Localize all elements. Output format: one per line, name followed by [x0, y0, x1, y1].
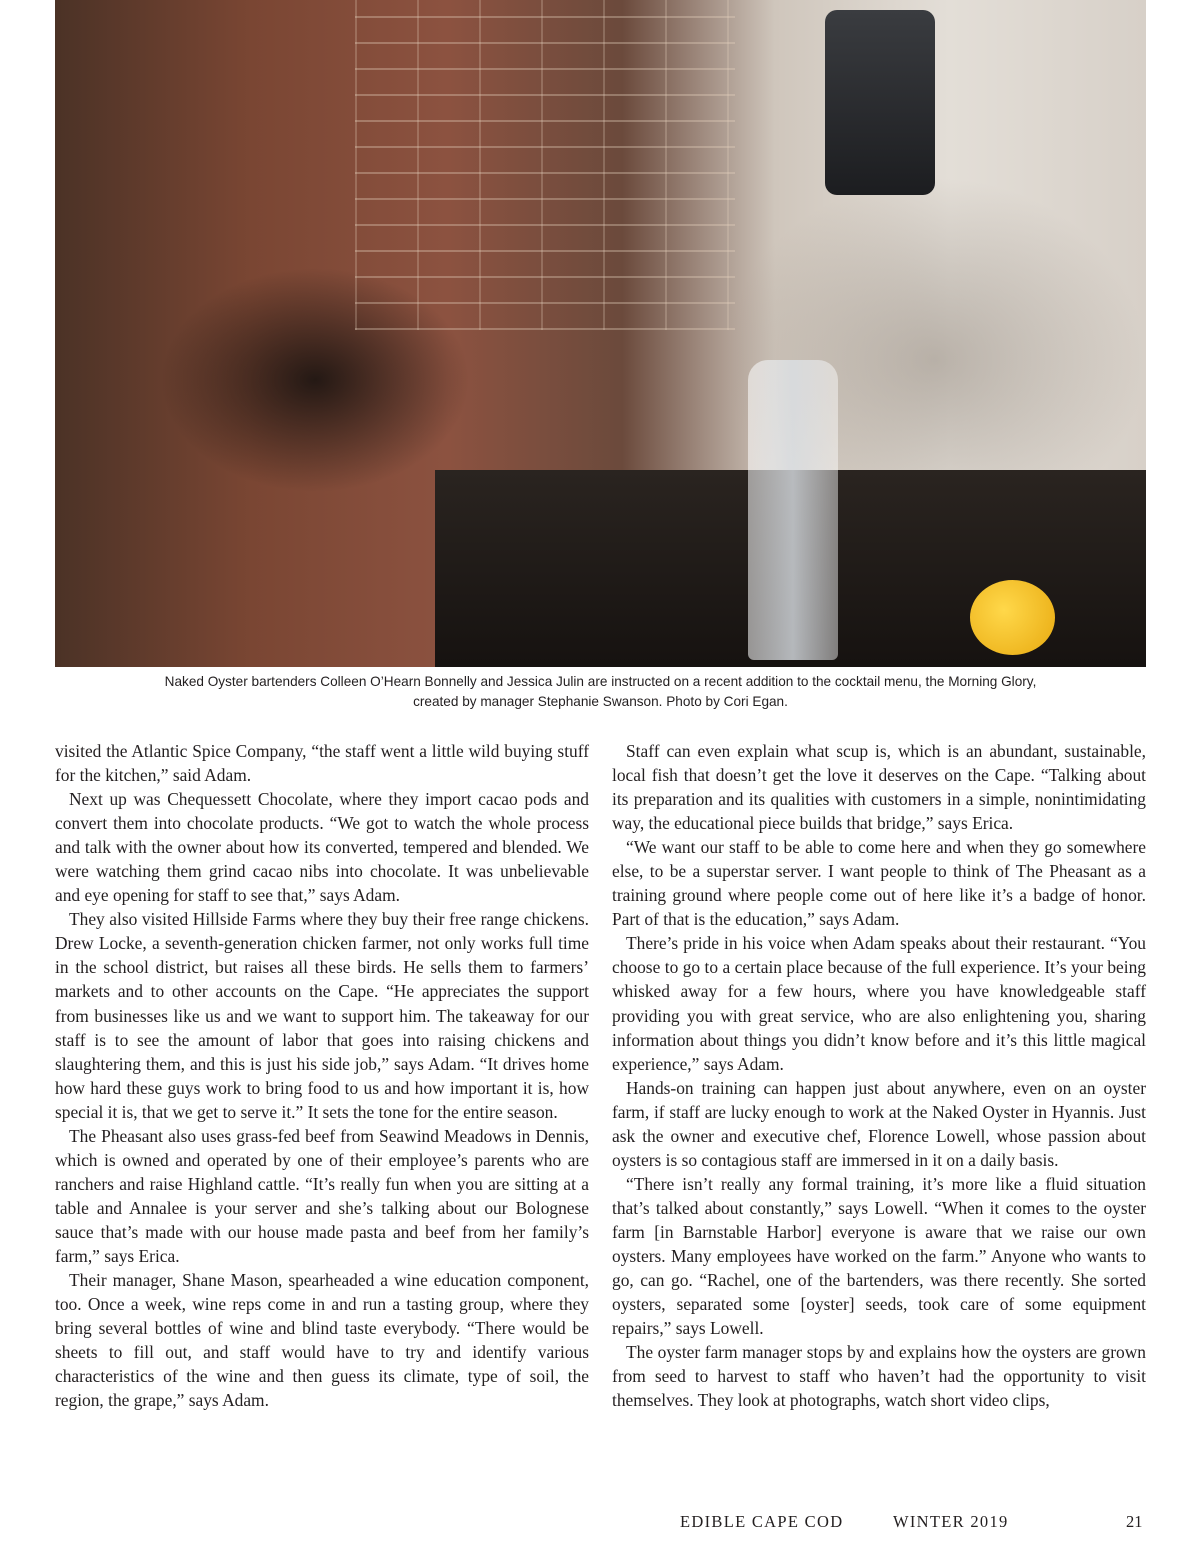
paragraph: Hands-on training can happen just about anywhere, even on an oyster farm, if staff are lucky enough to work at the Naked Oyster in Hyannis. Just ask the owner and executive chef, Florence Lowell, whose passion about oysters is so contagious staff are immersed in it on a daily basis. — [612, 1077, 1146, 1170]
paragraph: There’s pride in his voice when Adam speaks about their restaurant. “You choose to go to a certain place because of the full experience. It’s your being whisked away for a few hours, where you have knowledgeable staff providing you with great service, who are also enlightening you, sharing information about things you didn’t know before and it’s this little magical experience,” says Adam. — [612, 933, 1146, 1074]
lemon — [970, 580, 1055, 655]
caption-line: created by manager Stephanie Swanson. Photo by Cori Egan. — [413, 694, 788, 709]
right-column — [612, 739, 1146, 1412]
paragraph: Their manager, Shane Mason, spearheaded a wine education component, too. Once a week, wine reps come in and run a tasting group, where they bring several bottles of wine and blind taste everybody. “There would be sheets to fill out, and staff would have to try and identify various characteristics of the wine and then guess its climate, type of soil, the region, the grape,” says Adam. — [55, 1270, 589, 1411]
paragraph: Next up was Chequessett Chocolate, where they import cacao pods and convert them into chocolate products. “We got to watch the whole process and talk with the owner about how its converted, tempered and blended. We were watching them grind cacao nibs into chocolate. It was unbelievable and eye opening for staff to see that,” says Adam. — [55, 789, 589, 906]
page-number: 21 — [1126, 1512, 1143, 1531]
paragraph: The Pheasant also uses grass-fed beef from Seawind Meadows in Dennis, which is owned and operated by one of their employee’s parents who are ranchers and raise Highland cattle. “It’s really fun when you are sitting at a table and Annalee is your server and she’s talking about our Bolognese sauce that’s made with our house made pasta and beef from her family’s farm,” says Erica. — [55, 1125, 589, 1266]
paragraph: The oyster farm manager stops by and explains how the oysters are grown from seed to harvest to staff who haven’t had the opportunity to visit themselves. They look at photographs, watch short video clips, — [612, 1342, 1146, 1411]
caption-line: Naked Oyster bartenders Colleen O’Hearn Bonnelly and Jessica Julin are instructed on a recent addition to the cocktail menu, the Morning Glory, — [164, 674, 1037, 689]
paragraph: visited the Atlantic Spice Company, “the staff went a little wild buying stuff for the kitchen,” said Adam. — [55, 741, 589, 786]
paragraph: “We want our staff to be able to come here and when they go somewhere else, to be a superstar server. I want people to think of The Pheasant as a training ground where people come out of here like it’s a badge of honor. Part of that is the education,” says Adam. — [612, 837, 1146, 930]
footer-magazine-name: EDIBLE CAPE COD — [680, 1512, 844, 1531]
paragraph: Staff can even explain what scup is, which is an abundant, sustainable, local fish that doesn’t get the love it deserves on the Cape. “Talking about its preparation and its qualities with customers in a simple, nonintimidating way, the educational piece builds that bridge,” says Erica. — [612, 741, 1146, 834]
paragraph: They also visited Hillside Farms where they buy their free range chickens. Drew Locke, a seventh-generation chicken farmer, not only works full time in the school district, but raises all these birds. He sells them to farmers’ markets and to other accounts on the Cape. “He appreciates the support from businesses like us and we want to support him. The takeaway for our staff is to see the amount of labor that goes into raising chickens and slaughtering them, and this is just his side job,” says Adam. “It drives home how hard these guys work to bring food to us and how important it is, how special it is, that we get to serve it.” It sets the tone for the entire season. — [55, 909, 589, 1122]
paragraph: “There isn’t really any formal training, it’s more like a fluid situation that’s talked about constantly,” says Lowell. “When it comes to the oyster farm [in Barnstable Harbor] everyone is aware that we raise our own oysters. Many employees have worked on the farm.” Anyone who wants to go, can go. “Rachel, one of the bartenders, was there recently. She sorted oysters, separated some [oyster] seeds, took care of some equipment repairs,” says Lowell. — [612, 1173, 1146, 1339]
footer-issue: WINTER 2019 — [893, 1512, 1009, 1531]
towel-dispenser — [825, 10, 935, 195]
vodka-bottle — [748, 360, 838, 660]
brick-wall — [355, 0, 735, 330]
feature-photo — [55, 0, 1146, 667]
photo-caption — [55, 672, 1146, 712]
left-column — [55, 739, 589, 1412]
